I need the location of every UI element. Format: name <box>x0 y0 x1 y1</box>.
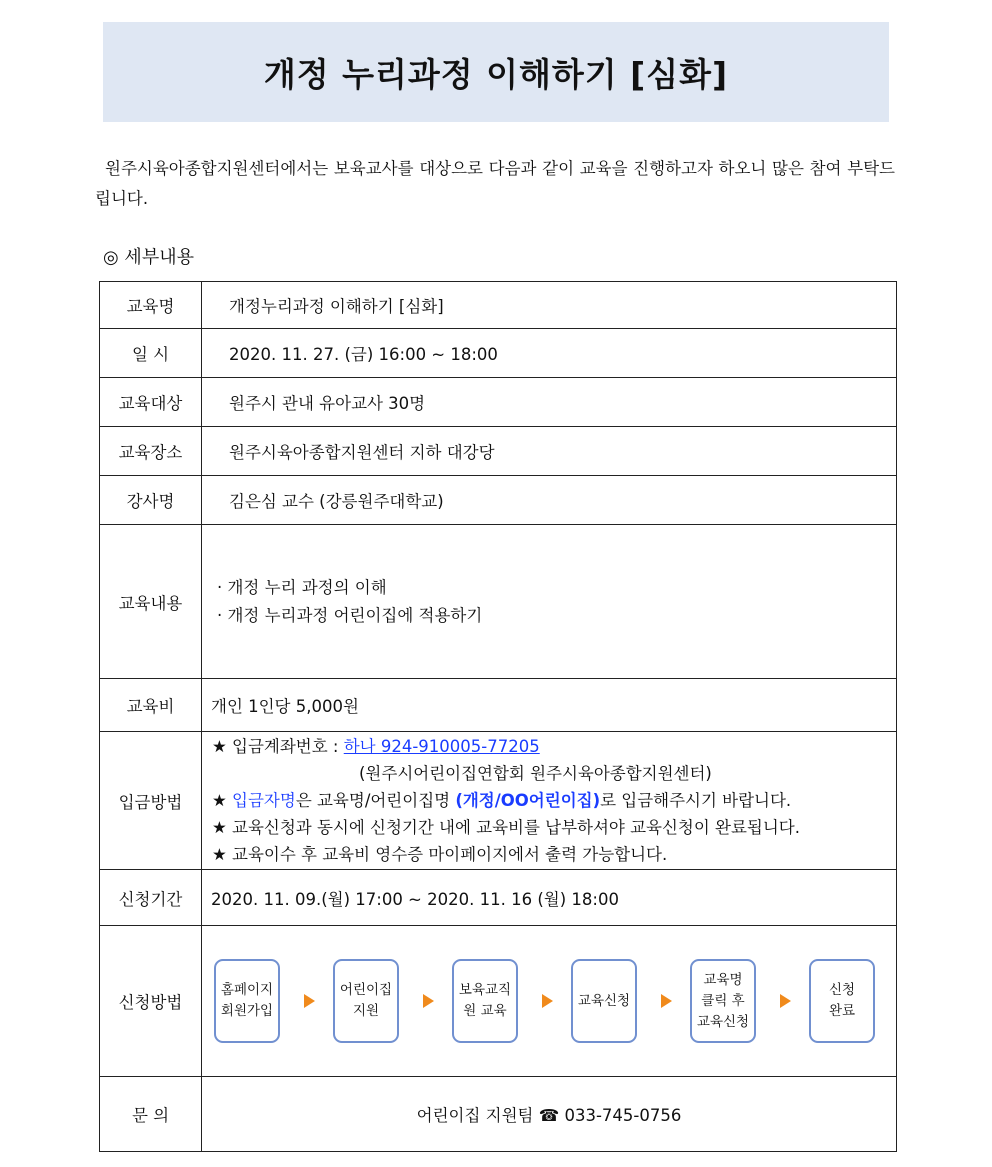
step-text: 교육신청 <box>696 1013 750 1030</box>
place-label: 교육장소 <box>100 427 202 476</box>
step-text: 신청 <box>828 982 856 998</box>
depositor-example: (개정/OO어린이집) <box>455 791 601 810</box>
step-box <box>452 959 518 1043</box>
arrow-right-icon <box>542 994 553 1008</box>
place-value: 원주시육아종합지원센터 지하 대강당 <box>202 427 897 476</box>
row-date <box>100 329 897 378</box>
row-place <box>100 427 897 476</box>
payment-note-1: ★ 교육신청과 동시에 신청기간 내에 교육비를 납부하셔야 교육신청이 완료됩니다. <box>212 818 800 837</box>
star-bullet: ★ <box>212 791 233 810</box>
method-label: 신청방법 <box>100 926 202 1077</box>
lecturer-value: 김은심 교수 (강릉원주대학교) <box>202 476 897 525</box>
row-contact <box>100 1077 897 1152</box>
row-target <box>100 378 897 427</box>
step-text: 교육명 <box>703 971 743 988</box>
step-text: 지원 <box>352 1003 380 1019</box>
date-value: 2020. 11. 27. (금) 16:00 ~ 18:00 <box>202 329 897 378</box>
fee-value: 개인 1인당 5,000원 <box>202 679 897 732</box>
step-text: 원 교육 <box>463 1003 507 1019</box>
course-name-label: 교육명 <box>100 282 202 329</box>
steps-flow <box>202 959 896 1043</box>
content-list <box>202 525 897 679</box>
details-table <box>99 281 897 1152</box>
step-text: 완료 <box>828 1003 856 1019</box>
step-text: 홈페이지 <box>220 982 274 998</box>
depositor-line <box>212 787 896 814</box>
page-title: 개정 누리과정 이해하기 [심화] <box>263 54 729 94</box>
step-box <box>809 959 875 1043</box>
course-name-value: 개정누리과정 이해하기 [심화] <box>202 282 897 329</box>
row-content <box>100 525 897 679</box>
row-payment <box>100 732 897 870</box>
payment-details <box>202 732 897 870</box>
account-line <box>212 733 896 760</box>
depositor-text: 은 교육명/어린이집명 <box>295 791 456 810</box>
payment-note-2: ★ 교육이수 후 교육비 영수증 마이페이지에서 출력 가능합니다. <box>212 845 668 864</box>
target-value: 원주시 관내 유아교사 30명 <box>202 378 897 427</box>
step-text: 클릭 후 <box>701 992 745 1009</box>
lecturer-label: 강사명 <box>100 476 202 525</box>
contact-value: 어린이집 지원팀 ☎ 033-745-0756 <box>202 1077 897 1152</box>
row-course-name <box>100 282 897 329</box>
depositor-label: 입금자명 <box>232 791 296 810</box>
payment-label: 입금방법 <box>100 732 202 870</box>
content-item: · 개정 누리과정 어린이집에 적용하기 <box>217 605 483 625</box>
step-text: 어린이집 <box>339 982 393 998</box>
step-text: 교육신청 <box>577 992 631 1009</box>
account-number: 하나 924-910005-77205 <box>343 737 540 756</box>
step-box <box>690 959 756 1043</box>
target-label: 교육대상 <box>100 378 202 427</box>
fee-label: 교육비 <box>100 679 202 732</box>
contact-label: 문 의 <box>100 1077 202 1152</box>
content-item: · 개정 누리 과정의 이해 <box>217 577 387 597</box>
account-holder: (원주시어린이집연합회 원주시육아종합지원센터) <box>359 764 712 783</box>
period-value: 2020. 11. 09.(월) 17:00 ~ 2020. 11. 16 (월) 18:00 <box>202 870 897 926</box>
step-box <box>571 959 637 1043</box>
depositor-suffix: 로 입금해주시기 바랍니다. <box>600 791 792 810</box>
step-box <box>333 959 399 1043</box>
section-heading: ◎ 세부내용 <box>103 247 194 268</box>
step-box <box>214 959 280 1043</box>
row-fee <box>100 679 897 732</box>
account-label: ★ 입금계좌번호 : <box>212 737 344 756</box>
content-label: 교육내용 <box>100 525 202 679</box>
step-text: 보육교직 <box>458 982 512 998</box>
method-steps <box>202 926 897 1077</box>
arrow-right-icon <box>780 994 791 1008</box>
arrow-right-icon <box>661 994 672 1008</box>
date-label: 일 시 <box>100 329 202 378</box>
row-method <box>100 926 897 1077</box>
title-banner <box>103 22 889 122</box>
step-text: 회원가입 <box>220 1003 274 1019</box>
arrow-right-icon <box>304 994 315 1008</box>
period-label: 신청기간 <box>100 870 202 926</box>
row-period <box>100 870 897 926</box>
intro-text: 원주시육아종합지원센터에서는 보육교사를 대상으로 다음과 같이 교육을 진행하고자 하오니 많은 참여 부탁드립니다. <box>95 159 895 208</box>
row-lecturer <box>100 476 897 525</box>
arrow-right-icon <box>423 994 434 1008</box>
